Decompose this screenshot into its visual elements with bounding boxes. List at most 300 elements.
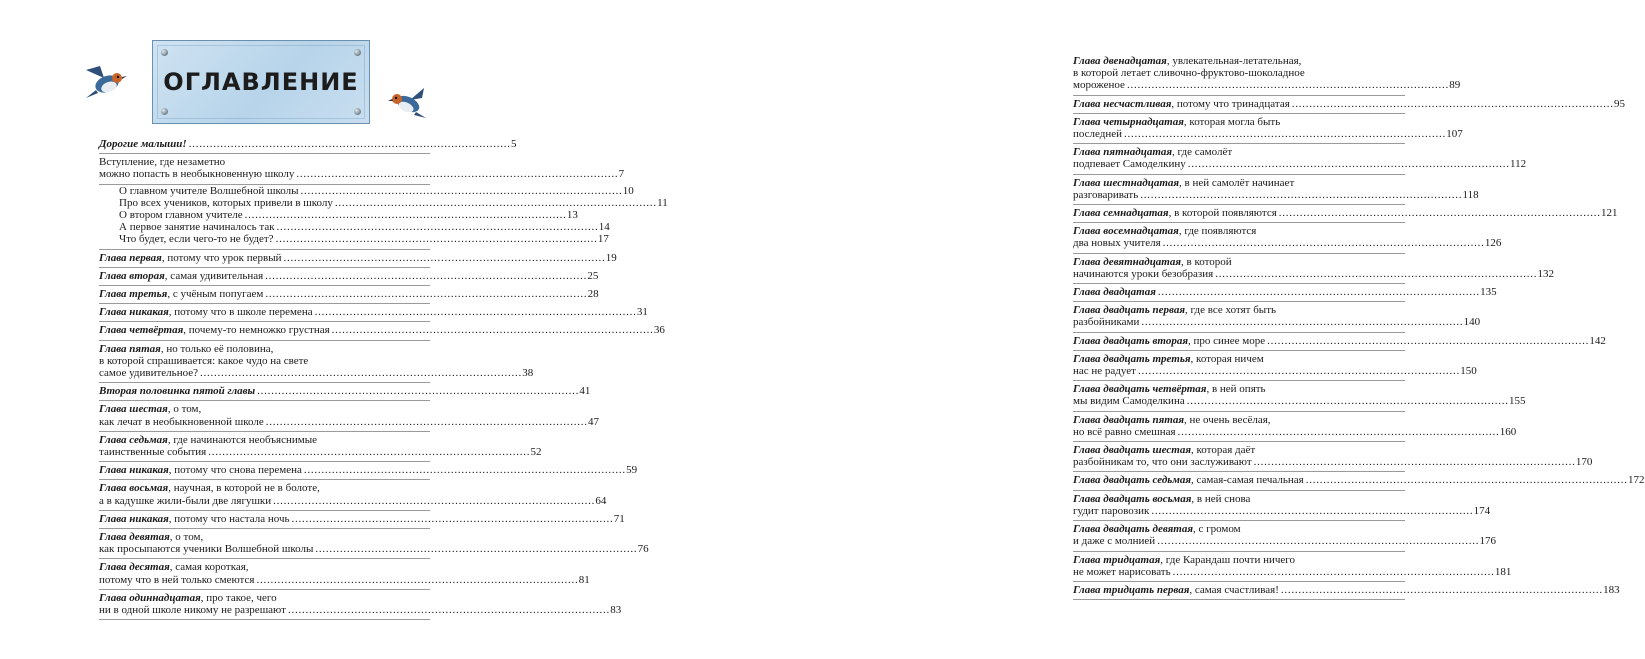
- page-number: 95: [1614, 97, 1626, 110]
- page-number: 135: [1480, 286, 1497, 299]
- toc-entry[interactable]: [99, 401, 600, 431]
- chapter-name: Глава восемнадцатая: [1073, 225, 1179, 238]
- chapter-name: Глава восьмая: [99, 482, 169, 495]
- toc-entry-text: [1073, 177, 1294, 189]
- chapter-name: Глава никакая: [99, 464, 169, 477]
- bird-illustration-icon: [82, 62, 128, 102]
- toc-entry-line: [1073, 128, 1463, 141]
- toc-entry-text: [1073, 535, 1155, 547]
- chapter-description: , где начинаются необъяснимые: [167, 433, 317, 446]
- chapter-description: мы видим Самоделкина: [1073, 395, 1185, 408]
- toc-entry-line: [1073, 267, 1554, 280]
- toc-entry-text: [99, 168, 294, 180]
- toc-entry-text: [1073, 353, 1264, 365]
- chapter-description: , с учёным попугаем: [167, 288, 264, 301]
- chapter-name: Глава первая: [99, 251, 162, 264]
- toc-entry-line: [119, 233, 609, 246]
- toc-entry-text: [99, 252, 282, 264]
- toc-entry-text: [99, 561, 249, 573]
- chapter-description: в которой спрашивается: какое чудо на свете: [99, 354, 309, 367]
- toc-entry-line: [99, 156, 430, 168]
- toc-entry-text: [1073, 225, 1256, 237]
- toc-entry-text: [99, 531, 203, 543]
- toc-entry-text: [119, 185, 298, 197]
- chapter-name: Глава тридцать первая: [1073, 583, 1190, 596]
- toc-entry-line: [99, 561, 430, 573]
- chapter-description: , в которой: [1181, 255, 1232, 268]
- toc-entry-text: [1073, 456, 1252, 468]
- nail-icon: [161, 49, 168, 56]
- chapter-description: , где Карандаш почти ничего: [1160, 553, 1296, 566]
- toc-entry-text: [1073, 523, 1241, 535]
- toc-entry-text: [99, 495, 271, 507]
- left-page: [0, 0, 668, 659]
- page-number: 64: [595, 494, 607, 507]
- toc-entry-text: [119, 221, 275, 233]
- toc-entry-line: [1073, 188, 1479, 201]
- page-number: 170: [1575, 456, 1593, 469]
- toc-entry-text: [1073, 67, 1305, 79]
- toc-entry-text: [1073, 474, 1304, 486]
- chapter-description: , научная, в которой не в болоте,: [168, 482, 320, 495]
- chapter-description: , потому что тринадцатая: [1171, 97, 1290, 110]
- page-number: 81: [578, 573, 590, 586]
- page-number: 83: [610, 604, 622, 617]
- toc-entry-line: [1073, 207, 1618, 220]
- toc-entry-text: [119, 233, 274, 245]
- toc-entry-text: [1073, 335, 1265, 347]
- toc-entry-text: [99, 446, 206, 458]
- chapter-name: Глава шестнадцатая: [1073, 176, 1180, 189]
- toc-entry-text: [1073, 584, 1279, 596]
- toc-entry-text: [1073, 444, 1255, 456]
- toc-entry-text: [1073, 256, 1232, 268]
- toc-entry-text: [99, 138, 187, 150]
- toc-entry-line: [1073, 225, 1405, 237]
- toc-entry-text: [1073, 189, 1138, 201]
- toc-entry-text: [1073, 286, 1156, 298]
- toc-entry-line: [1073, 425, 1517, 438]
- toc-entry-line: [1073, 523, 1405, 535]
- chapter-description: разговаривать: [1073, 188, 1139, 201]
- dot-leader: [189, 138, 509, 150]
- toc-entry-line: [99, 494, 607, 507]
- chapter-description: как лечат в необыкновенной школе: [99, 415, 264, 428]
- page-number: 132: [1537, 267, 1554, 280]
- toc-entry-text: [99, 513, 290, 525]
- toc-entry-line: [99, 482, 430, 494]
- toc-entry-text: [1073, 426, 1176, 438]
- dot-leader: [1254, 456, 1574, 468]
- dot-leader: [208, 446, 528, 458]
- toc-entry[interactable]: [1073, 472, 1645, 490]
- chapter-name: Глава двадцать шестая: [1073, 444, 1192, 457]
- chapter-description: , где появляются: [1178, 225, 1257, 238]
- toc-entry[interactable]: [99, 559, 590, 589]
- toc-entry-text: [119, 209, 243, 221]
- chapter-description: разбойниками: [1073, 316, 1140, 329]
- page-number: 5: [510, 138, 517, 150]
- chapter-name: Глава двадцать третья: [1073, 352, 1191, 365]
- toc-entry[interactable]: [99, 322, 665, 340]
- toc-entry-text: [1073, 237, 1161, 249]
- page-number: 14: [598, 221, 610, 234]
- toc-entry-line: [99, 403, 430, 415]
- bird-illustration-icon: [388, 82, 430, 122]
- toc-entry-text: [1073, 116, 1280, 128]
- toc-entry[interactable]: [99, 511, 625, 529]
- page-number: 181: [1494, 565, 1512, 578]
- chapter-description: нас не радует: [1073, 365, 1136, 378]
- chapter-description: гудит паровозик: [1073, 504, 1150, 517]
- toc-entry[interactable]: [99, 250, 617, 268]
- chapter-description: , не очень весёлая,: [1184, 413, 1271, 426]
- page-number: 107: [1446, 128, 1463, 141]
- toc-entry-text: [119, 197, 333, 209]
- toc-entry-line: [99, 512, 625, 525]
- toc-entry-line: [1073, 334, 1606, 347]
- page-title: ОГЛАВЛЕНИЕ: [163, 68, 359, 96]
- toc-entry[interactable]: [99, 196, 668, 209]
- toc-entry-text: [99, 385, 255, 397]
- toc-entry-text: [99, 324, 330, 336]
- dot-leader: [1306, 474, 1626, 486]
- toc-entry[interactable]: [99, 432, 542, 462]
- page-number: 52: [530, 446, 542, 459]
- toc-entry[interactable]: [1073, 442, 1593, 472]
- dot-leader: [1215, 268, 1535, 280]
- chapter-description: мороженое: [1073, 79, 1125, 92]
- page-number: 112: [1510, 158, 1527, 171]
- chapter-name: Глава седьмая: [99, 433, 168, 446]
- toc-entry[interactable]: [99, 529, 649, 559]
- toc-entry-line: [1073, 158, 1527, 171]
- chapter-name: Глава четвёртая: [99, 324, 184, 337]
- toc-entry-line: [99, 415, 600, 428]
- toc-entry-text: [99, 270, 263, 282]
- toc-entry-line: [99, 464, 638, 477]
- chapter-name: Дорогие малыши!: [99, 138, 187, 150]
- toc-entry-text: [1073, 128, 1122, 140]
- toc-entry-text: [1073, 414, 1271, 426]
- toc-entry-text: [1073, 146, 1232, 158]
- chapter-description: , самая короткая,: [169, 561, 249, 574]
- toc-entry[interactable]: [1073, 175, 1479, 205]
- nail-icon: [354, 49, 361, 56]
- dot-leader: [1281, 584, 1601, 596]
- chapter-description: , самая счастливая!: [1189, 583, 1279, 596]
- toc-entry[interactable]: [99, 462, 638, 480]
- toc-entry[interactable]: [1073, 302, 1481, 332]
- page-number: 142: [1589, 334, 1606, 347]
- toc-entry-text: [1073, 383, 1266, 395]
- toc-entry-text: [99, 592, 277, 604]
- toc-entry-line: [1073, 304, 1405, 316]
- toc-entry-line: [99, 251, 617, 264]
- chapter-description: можно попасть в необыкновенную школу: [99, 168, 295, 181]
- toc-entry-text: [1073, 79, 1125, 91]
- chapter-description: , которая могла быть: [1183, 115, 1281, 128]
- toc-entry-line: [1073, 414, 1405, 426]
- chapter-description: , с громом: [1193, 523, 1241, 536]
- toc-entry-text: [1073, 268, 1213, 280]
- toc-entry[interactable]: [1073, 552, 1512, 582]
- chapter-description: Вступление, где незаметно: [99, 156, 226, 169]
- page-number: 140: [1463, 316, 1481, 329]
- page-number: 38: [522, 367, 534, 380]
- toc-entry-line: [1073, 316, 1481, 329]
- chapter-description: , в ней самолёт начинает: [1179, 176, 1295, 189]
- page-number: 76: [637, 543, 649, 556]
- toc-entry[interactable]: [99, 154, 625, 184]
- toc-entry-line: [1073, 67, 1405, 79]
- dot-leader: [1140, 189, 1460, 201]
- page-number: 118: [1462, 188, 1479, 201]
- chapter-description: , в которой появляются: [1168, 207, 1277, 220]
- dot-leader: [1279, 207, 1599, 219]
- toc-entry-line: [119, 196, 668, 209]
- chapter-description: , в ней снова: [1191, 492, 1251, 505]
- chapter-name: Глава никакая: [99, 512, 169, 525]
- page-number: 31: [636, 306, 648, 319]
- chapter-description: как просыпаются ученики Волшебной школы: [99, 543, 314, 556]
- chapter-name: Глава четырнадцатая: [1073, 115, 1184, 128]
- page-number: 160: [1499, 425, 1517, 438]
- chapter-description: потому что в ней только смеются: [99, 573, 255, 586]
- toc-entry[interactable]: [99, 221, 610, 234]
- page-number: 150: [1460, 365, 1477, 378]
- toc-entry[interactable]: [99, 268, 599, 286]
- toc-entry-line: [99, 592, 430, 604]
- toc-entry-text: [99, 416, 264, 428]
- dot-leader: [1157, 535, 1477, 547]
- dot-leader: [1292, 98, 1612, 110]
- chapter-description: и даже с молнией: [1073, 535, 1156, 548]
- chapter-description: но всё равно смешная: [1073, 425, 1176, 438]
- toc-entry-line: [99, 355, 430, 367]
- dot-leader: [1127, 79, 1447, 91]
- toc-entry[interactable]: [99, 304, 648, 322]
- toc-entry-line: [1073, 456, 1593, 469]
- chapter-name: Глава десятая: [99, 561, 170, 574]
- chapter-name: Глава третья: [99, 288, 168, 301]
- toc-entry-line: [1073, 395, 1526, 408]
- toc-entry-line: [1073, 583, 1620, 596]
- chapter-name: Глава двадцать четвёртая: [1073, 383, 1207, 396]
- dot-leader: [1187, 395, 1507, 407]
- toc-entry[interactable]: [99, 286, 599, 304]
- toc-entry[interactable]: [1073, 53, 1461, 96]
- toc-entry[interactable]: [1073, 144, 1527, 174]
- chapter-description: , потому что в школе перемена: [168, 306, 313, 319]
- chapter-description: , где самолёт: [1172, 146, 1233, 159]
- dot-leader: [1267, 335, 1587, 347]
- chapter-description: Что будет, если чего-то не будет?: [119, 233, 274, 246]
- chapter-name: Глава двадцать девятая: [1073, 523, 1193, 536]
- nail-icon: [161, 108, 168, 115]
- toc-entry-line: [99, 168, 625, 181]
- page-number: 155: [1508, 395, 1526, 408]
- toc-entry-text: [99, 604, 286, 616]
- toc-entry-text: [1073, 304, 1276, 316]
- toc-entry-line: [1073, 97, 1626, 110]
- toc-entry-line: [99, 306, 648, 319]
- chapter-name: Глава несчастливая: [1073, 97, 1172, 110]
- dot-leader: [1158, 286, 1478, 298]
- chapter-description: , потому что настала ночь: [168, 512, 290, 525]
- toc-entry-line: [1073, 256, 1405, 268]
- toc-entry-text: [99, 482, 320, 494]
- page-number: 47: [588, 415, 600, 428]
- toc-entry-line: [99, 543, 649, 556]
- dot-leader: [1141, 316, 1461, 328]
- toc-entry-line: [99, 269, 599, 282]
- toc-entry[interactable]: [99, 209, 578, 222]
- chapter-name: Глава двадцать восьмая: [1073, 492, 1192, 505]
- toc-entry[interactable]: [1073, 205, 1618, 223]
- toc-entry-line: [1073, 554, 1405, 566]
- chapter-description: разбойникам то, что они заслуживают: [1073, 456, 1252, 469]
- chapter-name: Глава шестая: [99, 403, 168, 416]
- page-number: 11: [657, 196, 668, 209]
- chapter-name: Глава девятая: [99, 531, 170, 544]
- dot-leader: [1151, 505, 1471, 517]
- toc-entry-line: [1073, 237, 1502, 250]
- page-number: 19: [605, 251, 617, 264]
- toc-entry[interactable]: [1073, 223, 1502, 253]
- page-number: 89: [1449, 79, 1461, 92]
- chapter-description: , про синее море: [1188, 334, 1266, 347]
- dot-leader: [200, 367, 520, 379]
- chapter-description: О втором главном учителе: [119, 209, 243, 222]
- toc-entry-line: [1073, 504, 1491, 517]
- chapter-description: два новых учителя: [1073, 237, 1161, 250]
- toc-entry-line: [99, 385, 591, 398]
- chapter-description: , увлекательная-летательная,: [1166, 55, 1302, 67]
- toc-entry[interactable]: [99, 480, 607, 510]
- toc-entry[interactable]: [99, 233, 609, 249]
- toc-entry-line: [1073, 493, 1405, 505]
- toc-entry[interactable]: [1073, 381, 1526, 411]
- chapter-description: , где все хотят быть: [1185, 304, 1277, 317]
- chapter-description: последней: [1073, 128, 1123, 141]
- toc-entry-line: [1073, 365, 1477, 378]
- chapter-description: , о том,: [169, 531, 204, 544]
- toc-entry[interactable]: [99, 341, 534, 384]
- toc-entry-text: [1073, 566, 1171, 578]
- chapter-name: Глава девятнадцатая: [1073, 255, 1182, 268]
- toc-entry-text: [1073, 316, 1139, 328]
- page-number: 25: [587, 269, 599, 282]
- toc-entry-text: [99, 403, 201, 415]
- chapter-name: Глава никакая: [99, 306, 169, 319]
- page-number: 28: [587, 288, 599, 301]
- chapter-description: не может нарисовать: [1073, 565, 1171, 578]
- toc-entry-line: [1073, 565, 1512, 578]
- toc-entry-text: [1073, 505, 1149, 517]
- page-number: 36: [653, 324, 665, 337]
- page-number: 174: [1473, 504, 1491, 517]
- title-plaque: [152, 40, 370, 124]
- chapter-name: Глава тридцатая: [1073, 553, 1161, 566]
- page-number: 176: [1479, 535, 1496, 548]
- toc-entry-text: [1073, 158, 1186, 170]
- chapter-name: Глава двадцать вторая: [1073, 334, 1188, 347]
- chapter-description: , почему-то немножко грустная: [183, 324, 330, 337]
- chapter-description: , о том,: [167, 403, 202, 416]
- toc-entry[interactable]: [1073, 114, 1463, 144]
- toc-entry-line: [119, 221, 610, 234]
- toc-entry-line: [1073, 535, 1496, 548]
- toc-entry-text: [99, 343, 273, 355]
- chapter-description: , потому что снова перемена: [168, 464, 302, 477]
- chapter-name: Глава пятнадцатая: [1073, 146, 1173, 159]
- chapter-description: в которой летает сливочно-фруктово-шоколадное: [1073, 67, 1305, 80]
- toc-entry[interactable]: [1073, 521, 1496, 551]
- chapter-description: , но только её половина,: [160, 342, 274, 355]
- toc-entry[interactable]: [1073, 491, 1491, 521]
- chapter-name: Глава двадцатая: [1073, 286, 1156, 299]
- toc-entry-line: [1073, 353, 1405, 365]
- toc-entry-line: [119, 209, 578, 222]
- chapter-description: , которая ничем: [1190, 352, 1264, 365]
- toc-entry-line: [99, 434, 430, 446]
- toc-entry-line: [99, 531, 430, 543]
- chapter-description: а в кадушке жили-были две лягушки: [99, 494, 272, 507]
- page-number: 41: [579, 385, 591, 398]
- page-number: 7: [618, 168, 625, 181]
- toc-entry-text: [99, 355, 308, 367]
- toc-entry[interactable]: [1073, 254, 1554, 284]
- toc-entry-line: [99, 343, 430, 355]
- toc-entry[interactable]: [99, 590, 622, 620]
- toc-entry[interactable]: [1073, 284, 1497, 302]
- chapter-name: Глава двадцать седьмая: [1073, 474, 1192, 487]
- toc-entry[interactable]: [99, 136, 517, 154]
- toc-entry-line: [1073, 55, 1405, 67]
- toc-entry-line: [1073, 146, 1405, 158]
- toc-entry-line: [99, 446, 542, 459]
- chapter-description: подпевает Самоделкину: [1073, 158, 1186, 171]
- page-number: 10: [622, 184, 634, 197]
- toc-entry-line: [99, 288, 599, 301]
- toc-entry-text: [1073, 395, 1185, 407]
- chapter-name: Глава двадцать пятая: [1073, 413, 1185, 426]
- chapter-description: , самая удивительная: [164, 269, 264, 282]
- chapter-name: Глава двенадцатая: [1073, 55, 1167, 67]
- toc-entry[interactable]: [1073, 333, 1606, 351]
- toc-entry[interactable]: [1073, 96, 1626, 114]
- toc-entry-text: [99, 543, 313, 555]
- toc-entry-text: [99, 306, 313, 318]
- toc-entry-line: [1073, 177, 1405, 189]
- toc-entry-text: [1073, 554, 1295, 566]
- toc-entry[interactable]: [1073, 582, 1620, 600]
- toc-entry-text: [1073, 365, 1136, 377]
- toc-entry-line: [1073, 474, 1645, 487]
- toc-entry[interactable]: [1073, 351, 1477, 381]
- toc-entry-text: [1073, 98, 1290, 110]
- chapter-description: , самая-самая печальная: [1191, 474, 1304, 487]
- toc-entry[interactable]: [1073, 412, 1517, 442]
- toc-entry-text: [99, 367, 198, 379]
- toc-entry[interactable]: [99, 184, 634, 197]
- toc-entry-line: [1073, 383, 1405, 395]
- page-number: 172: [1628, 474, 1645, 487]
- chapter-name: Глава двадцать первая: [1073, 304, 1186, 317]
- chapter-description: таинственные события: [99, 446, 207, 459]
- toc-entry[interactable]: [99, 383, 591, 401]
